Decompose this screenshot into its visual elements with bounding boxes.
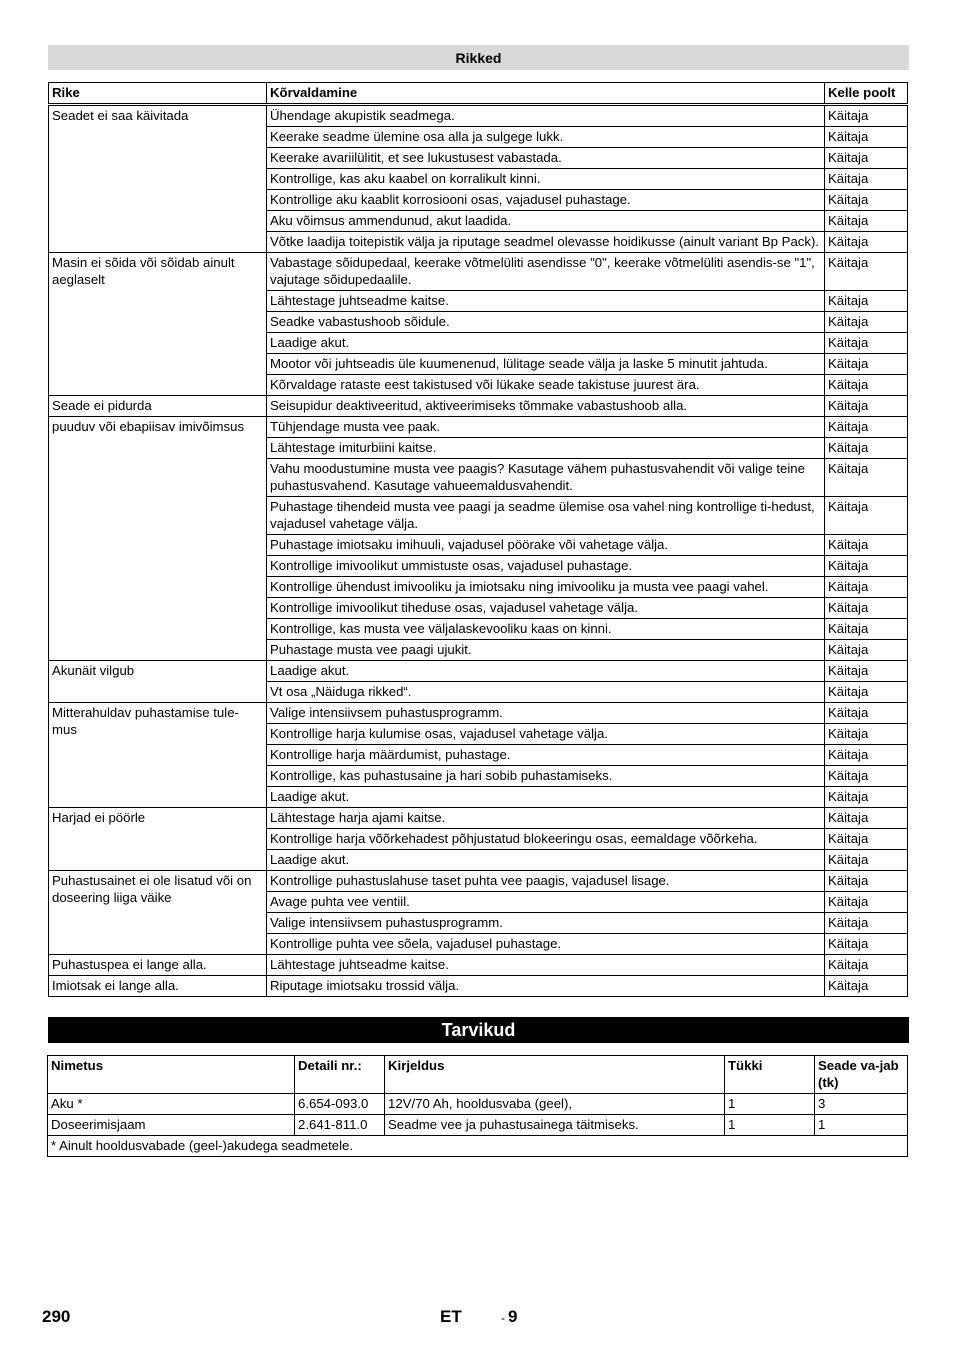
responsible-cell: Käitaja bbox=[825, 459, 908, 497]
faults-section-title-bar bbox=[48, 45, 909, 70]
remedy-cell: Kontrollige harja kulumise osas, vajadusel vahetage välja. bbox=[267, 724, 825, 745]
remedy-cell: Mootor või juhtseadis üle kuumenenud, lülitage seade välja ja laske 5 minutit jahtuda. bbox=[267, 354, 825, 375]
fault-row bbox=[49, 976, 908, 997]
sub-page-value: 9 bbox=[508, 1307, 518, 1326]
accessory-required: 3 bbox=[815, 1094, 908, 1115]
remedy-cell: Vahu moodustumine musta vee paagis? Kasutage vähem puhastusvahendit või valige teine puhastusvahend. Kasutage vahueemaldusvahendit. bbox=[267, 459, 825, 497]
faults-table bbox=[48, 82, 908, 997]
fault-cell: Puhastuspea ei lange alla. bbox=[49, 955, 267, 976]
responsible-cell: Käitaja bbox=[825, 190, 908, 211]
responsible-cell: Käitaja bbox=[825, 438, 908, 459]
remedy-cell: Seadke vabastushoob sõidule. bbox=[267, 312, 825, 333]
header-fault: Rike bbox=[49, 83, 267, 105]
page-number: 290 bbox=[42, 1307, 71, 1326]
responsible-cell: Käitaja bbox=[825, 766, 908, 787]
accessory-description: Seadme vee ja puhastusainega täitmiseks. bbox=[385, 1115, 725, 1136]
remedy-cell: Puhastage imiotsaku imihuuli, vajadusel pöörake või vahetage välja. bbox=[267, 535, 825, 556]
responsible-cell: Käitaja bbox=[825, 745, 908, 766]
remedy-cell: Kontrollige harja võõrkehadest põhjustatud blokeeringu osas, eemaldage võõrkeha. bbox=[267, 829, 825, 850]
responsible-cell: Käitaja bbox=[825, 312, 908, 333]
responsible-cell: Käitaja bbox=[825, 169, 908, 190]
remedy-cell: Valige intensiivsem puhastusprogramm. bbox=[267, 703, 825, 724]
accessories-section-title-bar bbox=[48, 1017, 909, 1043]
remedy-cell: Lähtestage imiturbiini kaitse. bbox=[267, 438, 825, 459]
fault-row bbox=[49, 661, 908, 682]
fault-cell: puuduv või ebapiisav imivõimsus bbox=[49, 417, 267, 661]
remedy-cell: Võtke laadija toitepistik välja ja riputage seadmel olevasse hoidikusse (ainult variant Bp Pack). bbox=[267, 232, 825, 253]
remedy-cell: Riputage imiotsaku trossid välja. bbox=[267, 976, 825, 997]
remedy-cell: Lähtestage juhtseadme kaitse. bbox=[267, 955, 825, 976]
responsible-cell: Käitaja bbox=[825, 556, 908, 577]
remedy-cell: Kontrollige imivoolikut ummistuste osas, vajadusel puhastage. bbox=[267, 556, 825, 577]
responsible-cell: Käitaja bbox=[825, 333, 908, 354]
remedy-cell: Laadige akut. bbox=[267, 661, 825, 682]
fault-cell: Akunäit vilgub bbox=[49, 661, 267, 703]
accessory-name: Aku * bbox=[48, 1094, 295, 1115]
remedy-cell: Kõrvaldage rataste eest takistused või lükake seade takistuse juurest ära. bbox=[267, 375, 825, 396]
page-separator: - bbox=[501, 1311, 505, 1325]
responsible-cell: Käitaja bbox=[825, 598, 908, 619]
header-name: Nimetus bbox=[48, 1056, 295, 1094]
remedy-cell: Kontrollige, kas aku kaabel on korralikult kinni. bbox=[267, 169, 825, 190]
remedy-cell: Kontrollige, kas musta vee väljalaskevooliku kaas on kinni. bbox=[267, 619, 825, 640]
remedy-cell: Puhastage musta vee paagi ujukit. bbox=[267, 640, 825, 661]
accessory-description: 12V/70 Ah, hooldusvaba (geel), bbox=[385, 1094, 725, 1115]
accessory-required: 1 bbox=[815, 1115, 908, 1136]
remedy-cell: Aku võimsus ammendunud, akut laadida. bbox=[267, 211, 825, 232]
responsible-cell: Käitaja bbox=[825, 417, 908, 438]
responsible-cell: Käitaja bbox=[825, 232, 908, 253]
sub-page-number bbox=[501, 1307, 517, 1327]
fault-cell: Seadet ei saa käivitada bbox=[49, 105, 267, 253]
fault-row bbox=[49, 253, 908, 291]
remedy-cell: Puhastage tihendeid musta vee paagi ja seadme ülemise osa vahel ning kontrollige ti-hedust, vajadusel vahetage välja. bbox=[267, 497, 825, 535]
faults-header-row bbox=[49, 83, 908, 105]
remedy-cell: Lähtestage juhtseadme kaitse. bbox=[267, 291, 825, 312]
remedy-cell: Kontrollige, kas puhastusaine ja hari sobib puhastamiseks. bbox=[267, 766, 825, 787]
remedy-cell: Laadige akut. bbox=[267, 787, 825, 808]
remedy-cell: Lähtestage harja ajami kaitse. bbox=[267, 808, 825, 829]
responsible-cell: Käitaja bbox=[825, 396, 908, 417]
responsible-cell: Käitaja bbox=[825, 682, 908, 703]
remedy-cell: Valige intensiivsem puhastusprogramm. bbox=[267, 913, 825, 934]
responsible-cell: Käitaja bbox=[825, 934, 908, 955]
fault-cell: Mitterahuldav puhastamise tule-mus bbox=[49, 703, 267, 808]
header-responsible: Kelle poolt bbox=[825, 83, 908, 105]
responsible-cell: Käitaja bbox=[825, 105, 908, 127]
remedy-cell: Kontrollige puhastuslahuse taset puhta vee paagis, vajadusel lisage. bbox=[267, 871, 825, 892]
fault-row bbox=[49, 955, 908, 976]
header-part-number: Detaili nr.: bbox=[295, 1056, 385, 1094]
faults-section-title: Rikked bbox=[455, 49, 502, 66]
accessories-section-title: Tarvikud bbox=[441, 1019, 516, 1040]
accessories-footnote: * Ainult hooldusvabade (geel-)akudega seadmetele. bbox=[48, 1136, 908, 1157]
responsible-cell: Käitaja bbox=[825, 640, 908, 661]
fault-cell: Seade ei pidurda bbox=[49, 396, 267, 417]
responsible-cell: Käitaja bbox=[825, 211, 908, 232]
fault-row bbox=[49, 417, 908, 438]
remedy-cell: Laadige akut. bbox=[267, 850, 825, 871]
accessory-row bbox=[48, 1115, 908, 1136]
responsible-cell: Käitaja bbox=[825, 127, 908, 148]
fault-row bbox=[49, 703, 908, 724]
header-quantity: Tükki bbox=[725, 1056, 815, 1094]
remedy-cell: Kontrollige harja määrdumist, puhastage. bbox=[267, 745, 825, 766]
responsible-cell: Käitaja bbox=[825, 808, 908, 829]
remedy-cell: Kontrollige ühendust imivooliku ja imiotsaku ning imivooliku ja musta vee paagi vahel. bbox=[267, 577, 825, 598]
accessories-table bbox=[47, 1055, 908, 1157]
responsible-cell: Käitaja bbox=[825, 375, 908, 396]
accessory-name: Doseerimisjaam bbox=[48, 1115, 295, 1136]
remedy-cell: Kontrollige puhta vee sõela, vajadusel puhastage. bbox=[267, 934, 825, 955]
remedy-cell: Laadige akut. bbox=[267, 333, 825, 354]
header-remedy: Kõrvaldamine bbox=[267, 83, 825, 105]
responsible-cell: Käitaja bbox=[825, 619, 908, 640]
remedy-cell: Keerake avariilülitit, et see lukustusest vabastada. bbox=[267, 148, 825, 169]
remedy-cell: Kontrollige imivoolikut tiheduse osas, vajadusel vahetage välja. bbox=[267, 598, 825, 619]
language-code: ET bbox=[440, 1307, 462, 1326]
responsible-cell: Käitaja bbox=[825, 577, 908, 598]
accessories-header-row bbox=[48, 1056, 908, 1094]
faults-body bbox=[49, 105, 908, 997]
remedy-cell: Kontrollige aku kaablit korrosiooni osas, vajadusel puhastage. bbox=[267, 190, 825, 211]
accessory-quantity: 1 bbox=[725, 1094, 815, 1115]
header-description: Kirjeldus bbox=[385, 1056, 725, 1094]
remedy-cell: Seisupidur deaktiveeritud, aktiveerimiseks tõmmake vabastushoob alla. bbox=[267, 396, 825, 417]
responsible-cell: Käitaja bbox=[825, 892, 908, 913]
fault-cell: Harjad ei pöörle bbox=[49, 808, 267, 871]
responsible-cell: Käitaja bbox=[825, 976, 908, 997]
header-required: Seade va-jab (tk) bbox=[815, 1056, 908, 1094]
fault-row bbox=[49, 396, 908, 417]
fault-row bbox=[49, 105, 908, 127]
responsible-cell: Käitaja bbox=[825, 148, 908, 169]
fault-row bbox=[49, 871, 908, 892]
responsible-cell: Käitaja bbox=[825, 291, 908, 312]
responsible-cell: Käitaja bbox=[825, 829, 908, 850]
responsible-cell: Käitaja bbox=[825, 661, 908, 682]
responsible-cell: Käitaja bbox=[825, 955, 908, 976]
accessory-row bbox=[48, 1094, 908, 1115]
responsible-cell: Käitaja bbox=[825, 850, 908, 871]
responsible-cell: Käitaja bbox=[825, 724, 908, 745]
responsible-cell: Käitaja bbox=[825, 787, 908, 808]
responsible-cell: Käitaja bbox=[825, 354, 908, 375]
remedy-cell: Ühendage akupistik seadmega. bbox=[267, 105, 825, 127]
accessory-part-number: 2.641-811.0 bbox=[295, 1115, 385, 1136]
responsible-cell: Käitaja bbox=[825, 535, 908, 556]
responsible-cell: Käitaja bbox=[825, 497, 908, 535]
remedy-cell: Avage puhta vee ventiil. bbox=[267, 892, 825, 913]
responsible-cell: Käitaja bbox=[825, 871, 908, 892]
fault-cell: Puhastusainet ei ole lisatud või on doseering liiga väike bbox=[49, 871, 267, 955]
accessories-footnote-row bbox=[48, 1136, 908, 1157]
remedy-cell: Vabastage sõidupedaal, keerake võtmelüliti asendisse "0", keerake võtmelüliti asendis-se "1", vajutage sõidupedaalile. bbox=[267, 253, 825, 291]
responsible-cell: Käitaja bbox=[825, 703, 908, 724]
accessory-part-number: 6.654-093.0 bbox=[295, 1094, 385, 1115]
remedy-cell: Tühjendage musta vee paak. bbox=[267, 417, 825, 438]
fault-cell: Masin ei sõida või sõidab ainult aeglaselt bbox=[49, 253, 267, 396]
remedy-cell: Keerake seadme ülemine osa alla ja sulgege lukk. bbox=[267, 127, 825, 148]
fault-row bbox=[49, 808, 908, 829]
accessory-quantity: 1 bbox=[725, 1115, 815, 1136]
remedy-cell: Vt osa „Näiduga rikked“. bbox=[267, 682, 825, 703]
responsible-cell: Käitaja bbox=[825, 253, 908, 291]
responsible-cell: Käitaja bbox=[825, 913, 908, 934]
fault-cell: Imiotsak ei lange alla. bbox=[49, 976, 267, 997]
